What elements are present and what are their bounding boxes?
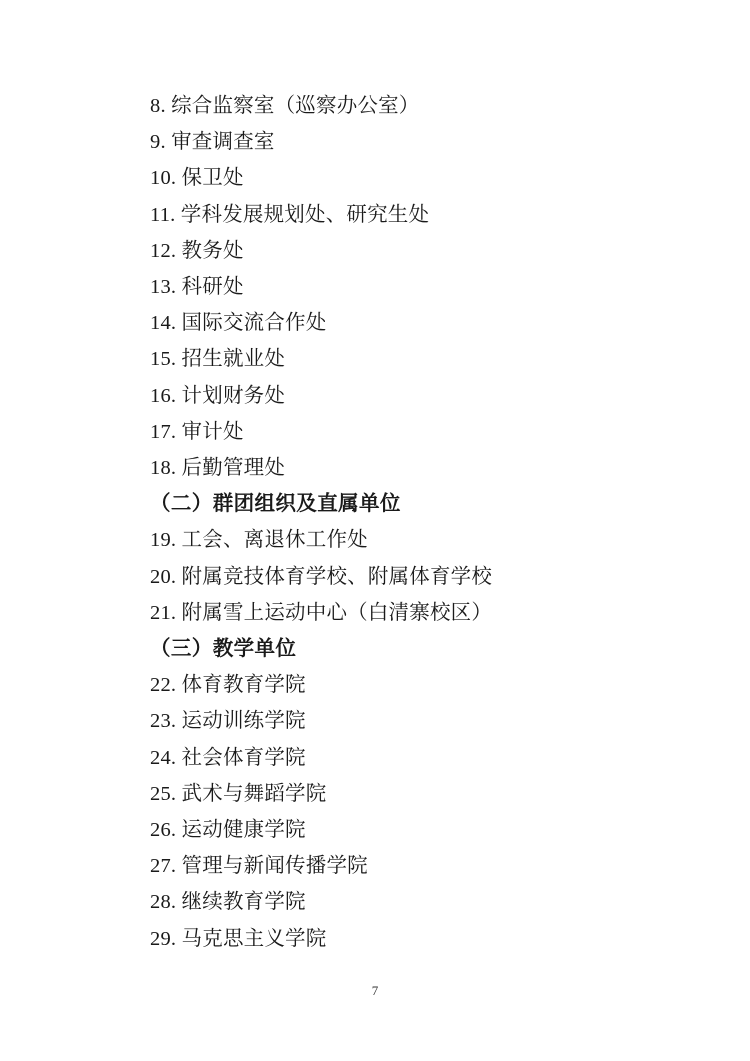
list-item: 27. 管理与新闻传播学院 [150,855,368,878]
list-item: 25. 武术与舞蹈学院 [150,782,327,805]
list-item: 17. 审计处 [150,420,244,443]
list-item: 29. 马克思主义学院 [150,927,327,950]
page-number: 7 [371,983,379,998]
list-item: 20. 附属竞技体育学校、附属体育学校 [150,565,493,588]
list-item: 23. 运动训练学院 [150,710,306,733]
section-heading: （三）教学单位 [150,638,297,661]
list-item: 8. 综合监察室（巡察办公室） [150,95,420,117]
list-item: 18. 后勤管理处 [150,457,286,480]
list-item: 15. 招生就业处 [150,348,286,371]
list-item: 28. 继续教育学院 [150,891,306,914]
list-item: 26. 运动健康学院 [150,819,306,842]
list-item: 19. 工会、离退休工作处 [150,529,368,552]
list-item: 13. 科研处 [150,276,244,299]
list-item: 16. 计划财务处 [150,384,286,407]
list-item: 21. 附属雪上运动中心（白清寨校区） [150,601,493,624]
list-item: 12. 教务处 [150,239,244,262]
list-item: 22. 体育教育学院 [150,674,306,697]
list-item: 9. 审查调查室 [150,131,275,154]
section-heading: （二）群团组织及直属单位 [150,493,401,516]
list-item: 10. 保卫处 [150,167,244,190]
list-item: 11. 学科发展规划处、研究生处 [150,203,430,226]
list-item: 24. 社会体育学院 [150,746,306,769]
list-item: 14. 国际交流合作处 [150,312,327,335]
